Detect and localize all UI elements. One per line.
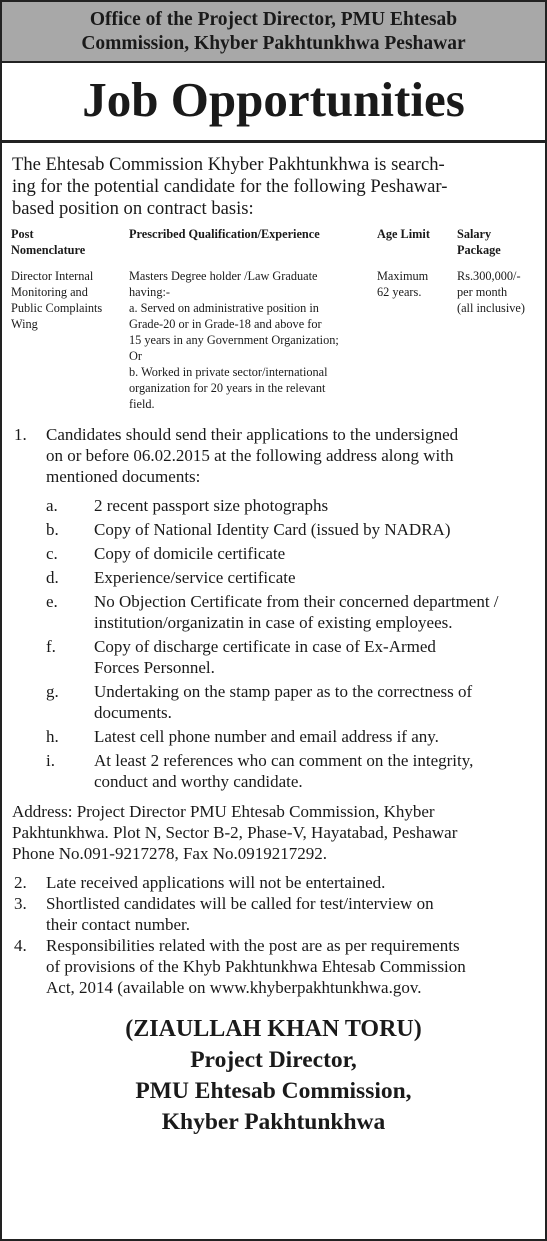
document-text — [94, 750, 535, 792]
document-line: Latest cell phone number and email address if any. — [94, 727, 439, 746]
list-item-number: 3. — [14, 894, 27, 913]
cell-post — [11, 258, 129, 412]
list-item-4 — [12, 935, 535, 998]
documents-list — [12, 487, 535, 792]
document-line: At least 2 references who can comment on the integrity, — [94, 751, 474, 770]
intro-line-3: based position on contract basis: — [12, 198, 254, 219]
document-line: conduct and worthy candidate. — [94, 772, 303, 791]
document-letter: e. — [46, 592, 58, 611]
document-line: Undertaking on the stamp paper as to the correctness of — [94, 682, 473, 701]
document-line: Copy of domicile certificate — [94, 544, 286, 563]
signatory-title: Project Director, — [190, 1047, 357, 1073]
list-item-3 — [12, 893, 535, 935]
signoff-block — [2, 998, 545, 1138]
header-age-line-1: Age Limit — [377, 227, 430, 241]
list-item-number: 1. — [14, 425, 27, 444]
document-letter: c. — [46, 544, 58, 563]
header-qualification-line-1: Prescribed Qualification/Experience — [129, 227, 320, 241]
qualification-line: a. Served on administrative position in — [129, 301, 319, 315]
document-text — [94, 681, 535, 723]
document-line: institution/organizatin in case of existing employees. — [94, 613, 453, 632]
document-line: Forces Personnel. — [94, 658, 215, 677]
document-letter: a. — [46, 496, 58, 515]
intro-line-1: The Ehtesab Commission Khyber Pakhtunkhwa is search- — [12, 154, 445, 175]
salary-line: (all inclusive) — [457, 301, 525, 315]
instructions-list — [2, 412, 545, 792]
document-letter: i. — [46, 751, 55, 770]
cell-qualification — [129, 258, 377, 412]
document-item-h — [46, 726, 535, 747]
document-text — [94, 726, 535, 747]
address-line-3: Phone No.091-9217278, Fax No.0919217292. — [12, 844, 327, 863]
qualification-line: having:- — [129, 285, 170, 299]
document-item-b — [46, 519, 535, 540]
document-text — [94, 543, 535, 564]
list-item-line: Shortlisted candidates will be called for test/interview on — [46, 894, 434, 913]
cell-salary — [457, 258, 543, 412]
post-line: Director Internal — [11, 269, 94, 283]
list-item-line: Act, 2014 (available on www.khyberpakhtunkhwa.gov. — [46, 978, 422, 997]
list-item-line: Late received applications will not be entertained. — [46, 873, 386, 892]
document-letter: d. — [46, 568, 59, 587]
list-item-line: mentioned documents: — [46, 467, 201, 486]
office-header-line-2: Commission, Khyber Pakhtunkhwa Peshawar — [81, 33, 466, 54]
document-text — [94, 591, 535, 633]
age-line: Maximum — [377, 269, 429, 283]
salary-line: per month — [457, 285, 508, 299]
list-item-2 — [12, 872, 535, 893]
header-salary-line-2: Package — [457, 243, 501, 257]
list-item-number: 4. — [14, 936, 27, 955]
address-line-2: Pakhtunkhwa. Plot N, Sector B-2, Phase-V, Hayatabad, Peshawar — [12, 823, 458, 842]
qualification-line: Grade-20 or in Grade-18 and above for — [129, 317, 322, 331]
list-item-number: 2. — [14, 873, 27, 892]
list-item-text — [46, 893, 535, 935]
list-item-1 — [12, 424, 535, 487]
document-item-a — [46, 495, 535, 516]
document-item-c — [46, 543, 535, 564]
header-post-line-2: Nomenclature — [11, 243, 86, 257]
document-line: 2 recent passport size photographs — [94, 496, 329, 515]
qualification-line: Or — [129, 349, 142, 363]
document-item-f — [46, 636, 535, 678]
salary-line: Rs.300,000/- — [457, 269, 521, 283]
office-header-line-1: Office of the Project Director, PMU Ehtesab — [89, 9, 458, 30]
list-item-line: on or before 06.02.2015 at the following address along with — [46, 446, 454, 465]
post-line: Wing — [11, 317, 38, 331]
qualification-line: Masters Degree holder /Law Graduate — [129, 269, 318, 283]
document-letter: f. — [46, 637, 56, 656]
office-header — [2, 2, 545, 63]
list-item-line: Candidates should send their applications to the undersigned — [46, 425, 459, 444]
qualification-line: organization for 20 years in the relevant — [129, 381, 326, 395]
document-line: No Objection Certificate from their concerned department / — [94, 592, 499, 611]
document-text — [94, 567, 535, 588]
document-item-e — [46, 591, 535, 633]
document-line: Copy of National Identity Card (issued by NADRA) — [94, 520, 451, 539]
list-item-text — [46, 935, 535, 998]
header-post-line-1: Post — [11, 227, 34, 241]
address-block — [2, 795, 545, 864]
document-item-d — [46, 567, 535, 588]
post-line: Monitoring and — [11, 285, 88, 299]
job-table — [2, 220, 545, 412]
document-text — [94, 495, 535, 516]
document-line: Experience/service certificate — [94, 568, 296, 587]
header-age — [377, 226, 457, 258]
document-text — [94, 636, 535, 678]
age-line: 62 years. — [377, 285, 422, 299]
signatory-organization: PMU Ehtesab Commission, — [135, 1078, 412, 1104]
header-post — [11, 226, 129, 258]
document-text — [94, 519, 535, 540]
list-item-text — [46, 872, 535, 893]
qualification-line: field. — [129, 397, 155, 411]
instructions-list-continued — [2, 864, 545, 998]
list-item-line: their contact number. — [46, 915, 190, 934]
address-line-1: Address: Project Director PMU Ehtesab Commission, Khyber — [12, 802, 435, 821]
document-line: Copy of discharge certificate in case of Ex-Armed — [94, 637, 436, 656]
document-letter: b. — [46, 520, 59, 539]
document-item-i — [46, 750, 535, 792]
header-salary — [457, 226, 543, 258]
intro-line-2: ing for the potential candidate for the following Peshawar- — [12, 176, 448, 197]
header-qualification — [129, 226, 377, 258]
qualification-line: 15 years in any Government Organization; — [129, 333, 339, 347]
signatory-region: Khyber Pakhtunkhwa — [161, 1109, 386, 1135]
header-salary-line-1: Salary — [457, 227, 492, 241]
qualification-line: b. Worked in private sector/international — [129, 365, 328, 379]
signatory-name: (ZIAULLAH KHAN TORU) — [125, 1016, 422, 1042]
headline: Job Opportunities — [2, 63, 545, 143]
post-line: Public Complaints — [11, 301, 103, 315]
cell-age — [377, 258, 457, 412]
list-item-line: of provisions of the Khyb Pakhtunkhwa Ehtesab Commission — [46, 957, 466, 976]
list-item-line: Responsibilities related with the post are as per requirements — [46, 936, 460, 955]
document-letter: h. — [46, 727, 59, 746]
document-letter: g. — [46, 682, 59, 701]
intro-paragraph — [2, 143, 545, 220]
list-item-text — [46, 424, 535, 487]
document-line: documents. — [94, 703, 172, 722]
document-item-g — [46, 681, 535, 723]
